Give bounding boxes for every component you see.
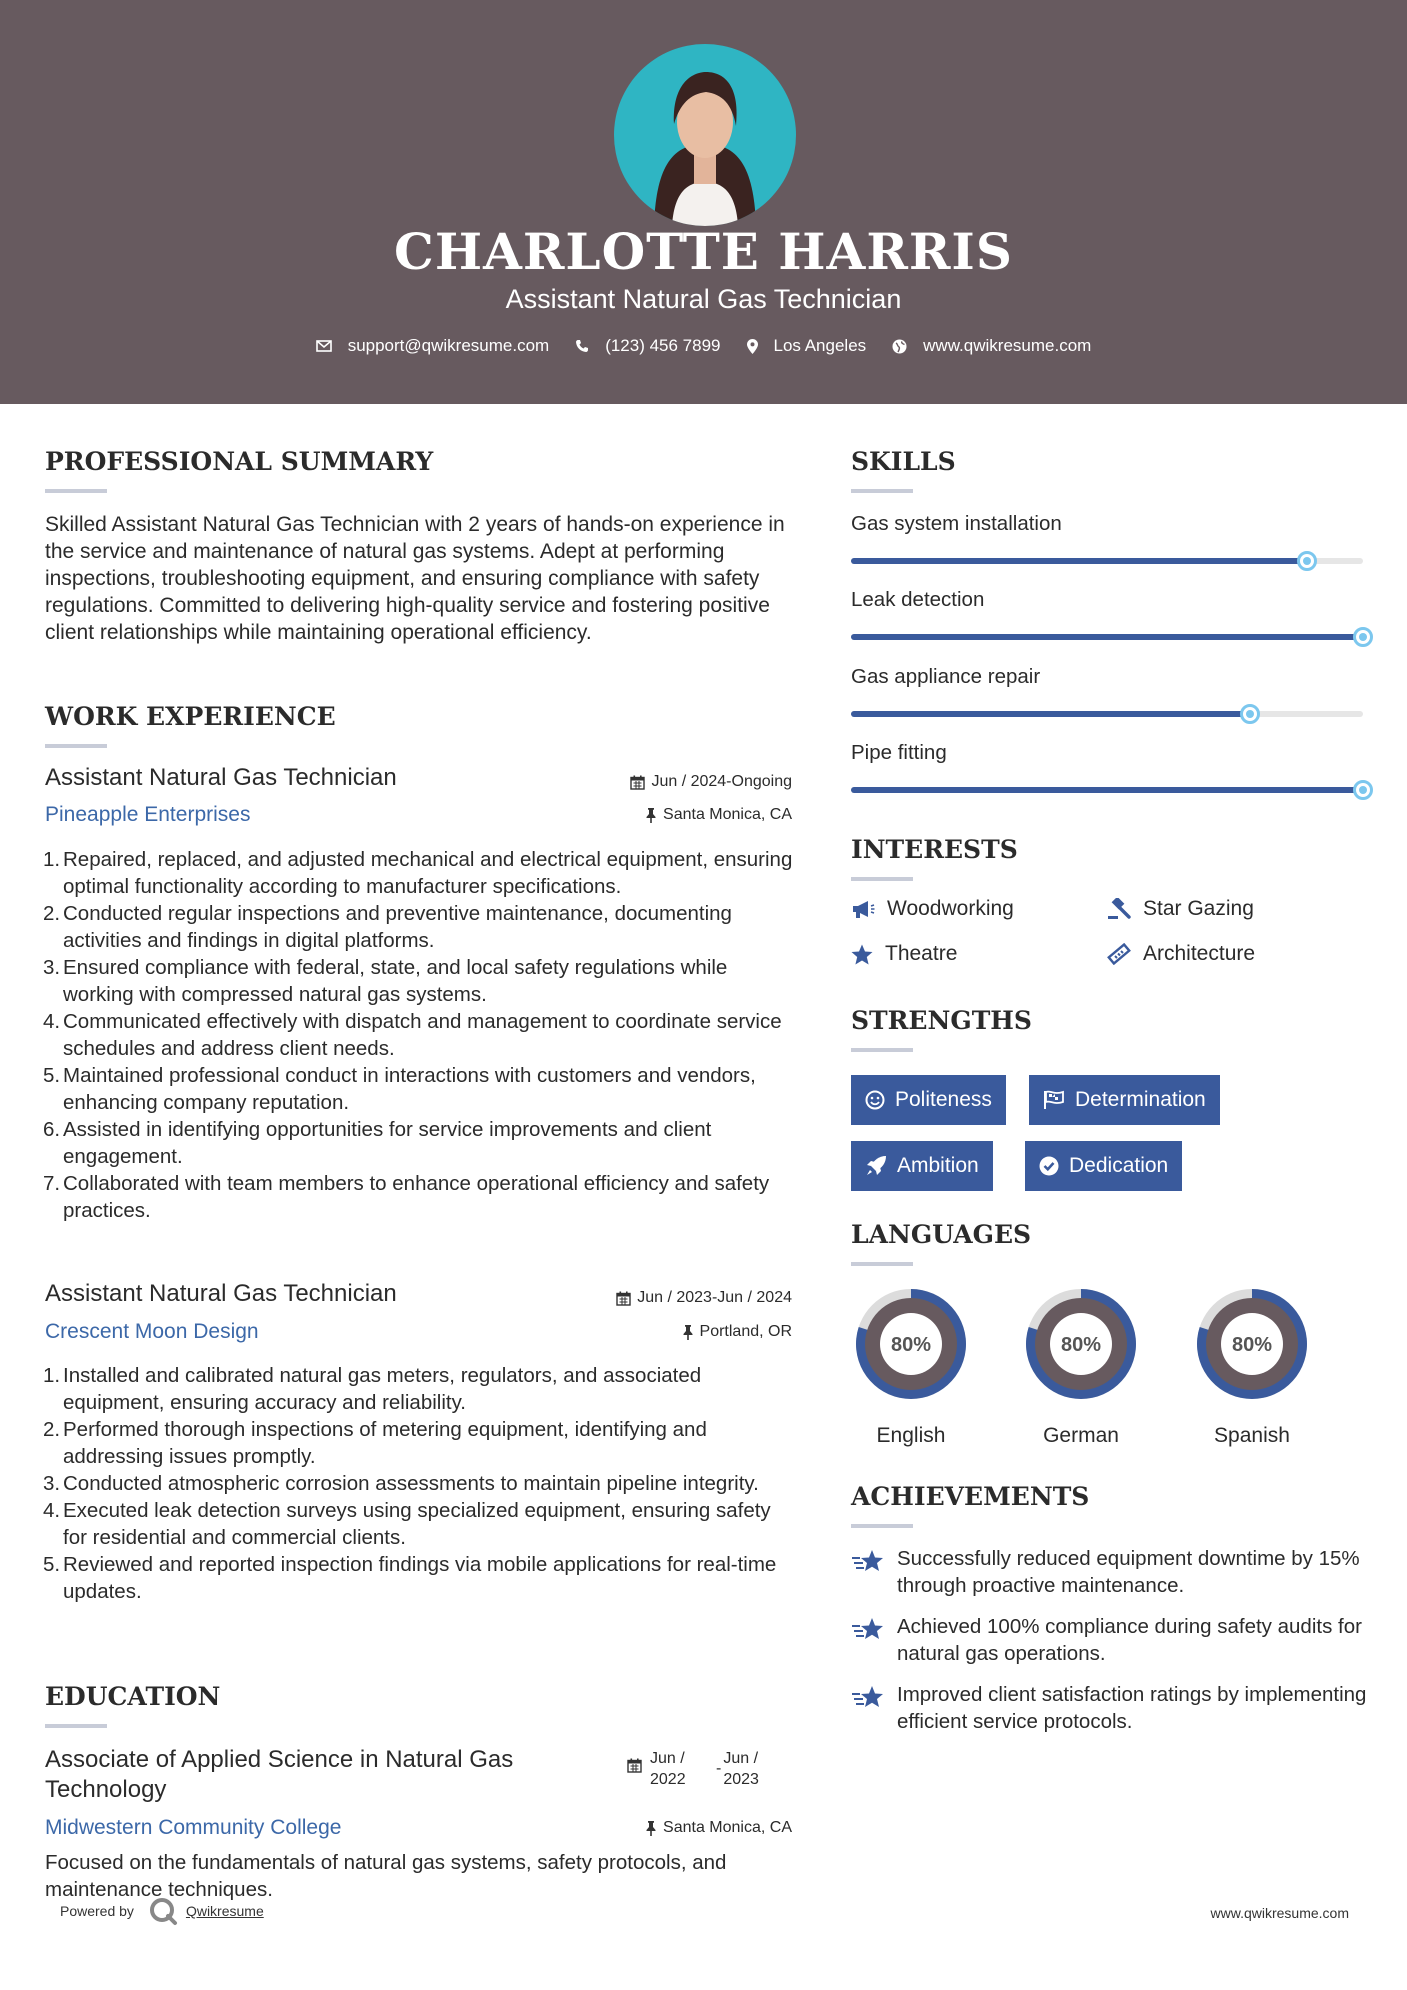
star-icon [851,944,873,965]
skill-bar-fill [851,711,1250,717]
job-date-text: Jun / 2023-Jun / 2024 [637,1289,792,1306]
strength-tag [851,1075,1006,1125]
interest-label: Star Gazing [1143,897,1254,920]
check-circle-icon [1039,1156,1059,1176]
gavel-icon [1107,898,1131,920]
achievements-rule [851,1524,913,1528]
list-item-text: Performed thorough inspections of metering equipment, identifying and addressing issues promptly. [63,1418,707,1468]
list-item-text: Maintained professional conduct in interactions with customers and vendors, enhancing company reputation. [63,1064,756,1114]
strengths-heading: STRENGTHS [851,1006,1032,1035]
pushpin-icon [645,1821,657,1836]
powered-by [60,1896,264,1926]
interests-heading: INTERESTS [851,835,1018,864]
skill-bar-knob [1353,780,1373,800]
education-date-separator: - [716,1760,722,1777]
list-item-text: Conducted atmospheric corrosion assessments to maintain pipeline integrity. [63,1472,759,1495]
skill-bar-knob [1353,627,1373,647]
job-date-text: Jun / 2024-Ongoing [651,773,792,790]
language-item [1190,1282,1314,1447]
language-label: Spanish [1214,1424,1290,1447]
footer-website[interactable]: www.qwikresume.com [1210,1905,1349,1921]
job-date [540,773,792,791]
resume-header [0,0,1407,404]
language-donut [849,1282,973,1406]
list-item [45,900,795,954]
list-item [45,1008,795,1062]
phone-text: (123) 456 7899 [605,336,721,355]
calendar-icon [616,1291,631,1306]
list-item-text: Conducted regular inspections and preventive maintenance, documenting activities and findings in digital platforms. [63,902,732,952]
list-item-text: Assisted in identifying opportunities for service improvements and client engagement. [63,1118,712,1168]
interest-item [851,942,957,966]
person-silhouette-icon [614,44,796,226]
job-responsibilities [45,1362,795,1605]
education-date [627,1748,769,1790]
list-item-text: Repaired, replaced, and adjusted mechanical and electrical equipment, ensuring optimal functionality according to manufacturer specifications. [63,848,793,898]
list-item [45,846,795,900]
strength-tag [851,1141,993,1191]
contact-email[interactable] [316,336,550,356]
list-item-text: Reviewed and reported inspection findings via mobile applications for real-time updates. [63,1553,777,1603]
interest-item [851,897,1014,921]
calendar-icon [630,775,645,790]
globe-icon [892,339,907,354]
language-percent: 80% [1060,1334,1102,1356]
achievement-item [851,1545,1371,1599]
list-item [45,1362,795,1416]
achievement-text: Improved client satisfaction ratings by implementing efficient service protocols. [897,1683,1367,1733]
achievement-text: Successfully reduced equipment downtime by 15% through proactive maintenance. [897,1547,1360,1597]
shooting-star-icon [851,1549,885,1573]
education-description: Focused on the fundamentals of natural gas systems, safety protocols, and maintenance techniques. [45,1851,727,1901]
strength-tag [1025,1141,1182,1191]
education-rule [45,1724,107,1728]
list-item [45,1116,795,1170]
education-date-end: Jun / 2023 [723,1750,759,1788]
interest-item [1107,897,1254,921]
interest-item [1107,942,1255,966]
company-name: Crescent Moon Design [45,1320,259,1343]
list-item [45,1470,795,1497]
megaphone-icon [851,899,875,919]
job-location [540,1323,792,1341]
list-item-text: Ensured compliance with federal, state, and local safety regulations while working with compressed natural gas systems. [63,956,728,1006]
languages-rule [851,1262,913,1266]
list-item-text: Communicated effectively with dispatch and management to coordinate service schedules and address client needs. [63,1010,782,1060]
list-item [45,954,795,1008]
interest-label: Woodworking [887,897,1014,920]
list-item [45,1062,795,1116]
skill-bar-fill [851,634,1363,640]
phone-icon [575,339,589,353]
list-number: 3. [43,1472,61,1495]
language-label: German [1043,1424,1119,1447]
language-donut [1019,1282,1143,1406]
language-item [1019,1282,1143,1447]
website-text: www.qwikresume.com [923,336,1092,355]
company-name: Pineapple Enterprises [45,803,251,826]
map-pin-icon [747,339,758,354]
achievement-text: Achieved 100% compliance during safety audits for natural gas operations. [897,1615,1362,1665]
skill-bar-fill [851,787,1363,793]
job-title: Assistant Natural Gas Technician [45,1280,397,1307]
powered-by-text: Powered by [60,1903,134,1919]
skill-bar [851,634,1363,640]
job-date [540,1289,792,1307]
skill-label: Gas system installation [851,512,1062,535]
language-item [849,1282,973,1447]
list-number: 3. [43,956,61,979]
list-item [45,1416,795,1470]
list-number: 7. [43,1172,61,1195]
experience-rule [45,744,107,748]
candidate-name: CHARLOTTE HARRIS [394,222,1013,281]
achievement-item [851,1681,1371,1735]
job-location-text: Portland, OR [699,1323,792,1340]
summary-heading: PROFESSIONAL SUMMARY [45,447,434,476]
language-donut [1190,1282,1314,1406]
list-item-text: Executed leak detection surveys using specialized equipment, ensuring safety for residential and commercial clients. [63,1499,771,1549]
email-text: support@qwikresume.com [347,336,550,355]
achievement-item [851,1613,1371,1667]
summary-rule [45,489,107,493]
skill-label: Leak detection [851,588,985,611]
interest-label: Theatre [885,942,958,965]
strength-label: Dedication [1069,1154,1169,1177]
skill-bar-knob [1297,551,1317,571]
list-number: 4. [43,1010,61,1033]
skill-bar [851,558,1363,564]
languages-heading: LANGUAGES [851,1220,1032,1249]
list-number: 6. [43,1118,61,1141]
achievements-heading: ACHIEVEMENTS [851,1482,1090,1511]
skill-label: Pipe fitting [851,741,947,764]
list-number: 2. [43,1418,61,1441]
list-number: 5. [43,1064,61,1087]
list-number: 1. [43,1364,61,1387]
skill-bar-knob [1240,704,1260,724]
contact-location [747,336,867,356]
skill-label: Gas appliance repair [851,665,1041,688]
language-percent: 80% [890,1334,932,1356]
job-location [540,806,792,824]
strengths-rule [851,1048,913,1052]
calendar-icon [627,1758,642,1773]
list-item-text: Installed and calibrated natural gas meters, regulators, and associated equipment, ensuring accuracy and reliability. [63,1364,702,1414]
flag-icon [1043,1090,1065,1110]
education-date-start: Jun / 2022 [650,1750,686,1788]
pushpin-icon [645,808,657,823]
ruler-icon [1107,943,1131,965]
summary-text: Skilled Assistant Natural Gas Technician with 2 years of hands-on experience in the service and maintenance of natural gas systems. Adept at performing inspections, troubleshooting equipment, and ensuring compliance with safety regulations. Committed to delivering high-quality service and fostering positive client relationships while maintaining operational efficiency. [45,513,785,644]
skills-heading: SKILLS [851,447,956,476]
envelope-icon [316,340,332,352]
strength-tag [1029,1075,1220,1125]
language-label: English [876,1424,946,1447]
job-location-text: Santa Monica, CA [663,806,792,823]
education-heading: EDUCATION [45,1682,221,1711]
skill-bar [851,787,1363,793]
shooting-star-icon [851,1685,885,1709]
strength-label: Politeness [895,1088,992,1111]
experience-heading: WORK EXPERIENCE [45,702,336,731]
skill-bar-fill [851,558,1307,564]
list-number: 4. [43,1499,61,1522]
list-item [45,1497,795,1551]
list-item-text: Collaborated with team members to enhance operational efficiency and safety practices. [63,1172,770,1222]
education-location-text: Santa Monica, CA [663,1819,792,1836]
rocket-icon [865,1155,887,1177]
contact-phone[interactable] [575,336,720,356]
job-responsibilities [45,846,795,1224]
strength-label: Ambition [897,1154,979,1177]
job-title: Assistant Natural Gas Technician [45,764,397,791]
contact-website[interactable] [892,336,1091,356]
education-location [540,1819,792,1837]
interests-rule [851,877,913,881]
strength-label: Determination [1075,1088,1206,1111]
language-percent: 80% [1231,1334,1273,1356]
shooting-star-icon [851,1617,885,1641]
school-name: Midwestern Community College [45,1816,342,1839]
list-item [45,1170,795,1224]
list-number: 5. [43,1553,61,1576]
qwikresume-link[interactable]: Qwikresume [185,1903,264,1919]
degree-title: Associate of Applied Science in Natural Gas Technology [45,1746,514,1803]
profile-photo [614,44,796,226]
interest-label: Architecture [1143,942,1256,965]
list-item [45,1551,795,1605]
skill-bar [851,711,1363,717]
skills-rule [851,489,913,493]
location-text: Los Angeles [773,336,867,355]
candidate-title: Assistant Natural Gas Technician [505,284,902,314]
list-number: 2. [43,902,61,925]
contact-bar [0,336,1407,356]
pushpin-icon [682,1325,694,1340]
smile-icon [865,1090,885,1110]
list-number: 1. [43,848,61,871]
qwikresume-logo-icon [148,1896,178,1926]
